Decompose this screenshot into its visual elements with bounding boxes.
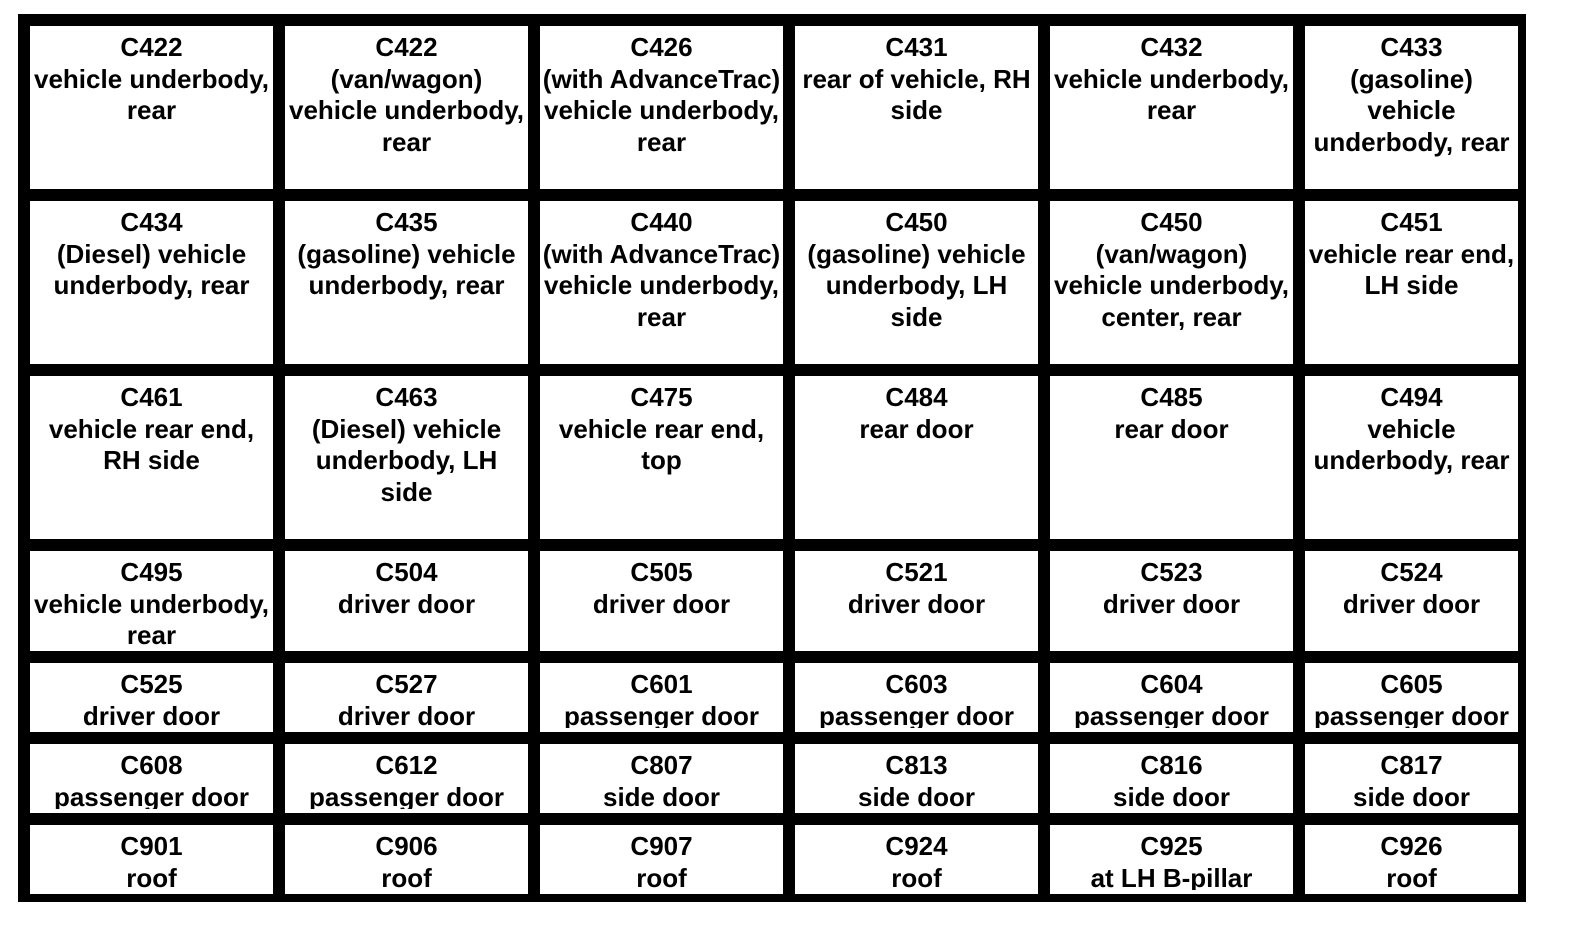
- connector-code: C901: [120, 831, 183, 861]
- connector-location: side door: [602, 781, 720, 812]
- connector-code: C807: [630, 750, 693, 780]
- connector-code: C431: [885, 32, 948, 62]
- connector-grid: [26, 22, 1518, 894]
- connector-location: roof: [636, 862, 687, 893]
- connector-location: driver door: [847, 588, 986, 619]
- connector-location: driver door: [592, 588, 731, 619]
- connector-cell: [281, 372, 532, 543]
- connector-code: C450: [885, 207, 948, 237]
- connector-location: passenger door: [1073, 700, 1270, 731]
- connector-cell: [1301, 740, 1522, 817]
- connector-code: C484: [885, 382, 948, 412]
- connector-location: passenger door: [1313, 700, 1510, 731]
- connector-code: C926: [1380, 831, 1443, 861]
- connector-code: C422: [375, 32, 438, 62]
- connector-location: rear of vehicle, RH side: [802, 63, 1031, 125]
- connector-cell: [281, 22, 532, 193]
- connector-location: vehicle underbody, rear: [33, 63, 269, 125]
- connector-code: C426: [630, 32, 693, 62]
- connector-code: C494: [1380, 382, 1443, 412]
- connector-code: C816: [1140, 750, 1203, 780]
- connector-code: C521: [885, 557, 948, 587]
- connector-code: C813: [885, 750, 948, 780]
- connector-cell: [26, 659, 277, 736]
- connector-location: passenger door: [53, 781, 250, 812]
- connector-code: C463: [375, 382, 438, 412]
- connector-location: side door: [1352, 781, 1470, 812]
- connector-code: C451: [1380, 207, 1443, 237]
- connector-cell: [1301, 197, 1522, 368]
- connector-cell: [791, 659, 1042, 736]
- connector-cell: [1046, 22, 1297, 193]
- connector-cell: [536, 547, 787, 655]
- connector-location: driver door: [1102, 588, 1241, 619]
- connector-location: at LH B-pillar: [1090, 862, 1253, 893]
- connector-cell: [536, 372, 787, 543]
- connector-location: side door: [857, 781, 975, 812]
- connector-location: passenger door: [818, 700, 1015, 731]
- connector-cell: [1301, 821, 1522, 898]
- connector-cell: [536, 659, 787, 736]
- connector-code: C605: [1380, 669, 1443, 699]
- connector-location: driver door: [1342, 588, 1481, 619]
- connector-cell: [791, 821, 1042, 898]
- connector-cell: [26, 740, 277, 817]
- connector-code: C817: [1380, 750, 1443, 780]
- connector-cell: [536, 821, 787, 898]
- connector-cell: [281, 740, 532, 817]
- connector-code: C907: [630, 831, 693, 861]
- connector-code: C612: [375, 750, 438, 780]
- connector-location: vehicle rear end, LH side: [1308, 238, 1515, 300]
- connector-code: C475: [630, 382, 693, 412]
- connector-location: roof: [891, 862, 942, 893]
- connector-cell: [26, 821, 277, 898]
- connector-cell: [281, 821, 532, 898]
- connector-location: roof: [1386, 862, 1437, 893]
- connector-location: (with AdvanceTrac) vehicle underbody, rear: [542, 63, 781, 157]
- connector-cell: [1046, 372, 1297, 543]
- connector-code: C504: [375, 557, 438, 587]
- connector-location: (Diesel) vehicle underbody, rear: [53, 238, 250, 300]
- connector-cell: [791, 372, 1042, 543]
- connector-code: C433: [1380, 32, 1443, 62]
- connector-cell: [26, 547, 277, 655]
- connector-cell: [26, 22, 277, 193]
- connector-location: (van/wagon) vehicle underbody, center, rear: [1053, 238, 1289, 332]
- connector-location: (gasoline) vehicle underbody, LH side: [807, 238, 1026, 332]
- connector-cell: [1046, 659, 1297, 736]
- connector-cell: [791, 22, 1042, 193]
- connector-code: C485: [1140, 382, 1203, 412]
- connector-cell: [1046, 821, 1297, 898]
- connector-cell: [281, 659, 532, 736]
- connector-code: C527: [375, 669, 438, 699]
- connector-cell: [791, 197, 1042, 368]
- connector-code: C924: [885, 831, 948, 861]
- connector-code: C495: [120, 557, 183, 587]
- connector-location: roof: [126, 862, 177, 893]
- connector-location: passenger door: [563, 700, 760, 731]
- connector-code: C434: [120, 207, 183, 237]
- connector-cell: [1301, 547, 1522, 655]
- connector-cell: [536, 197, 787, 368]
- connector-code: C604: [1140, 669, 1203, 699]
- connector-location: driver door: [337, 588, 476, 619]
- connector-cell: [1046, 740, 1297, 817]
- connector-cell: [536, 22, 787, 193]
- connector-code: C461: [120, 382, 183, 412]
- connector-code: C603: [885, 669, 948, 699]
- connector-code: C524: [1380, 557, 1443, 587]
- connector-code: C925: [1140, 831, 1203, 861]
- connector-cell: [26, 197, 277, 368]
- connector-location: roof: [381, 862, 432, 893]
- connector-cell: [791, 547, 1042, 655]
- connector-location: driver door: [82, 700, 221, 731]
- connector-code: C906: [375, 831, 438, 861]
- connector-location: (Diesel) vehicle underbody, LH side: [311, 413, 502, 507]
- connector-location-table: [18, 14, 1526, 902]
- connector-code: C422: [120, 32, 183, 62]
- connector-cell: [536, 740, 787, 817]
- connector-cell: [1301, 22, 1522, 193]
- connector-code: C435: [375, 207, 438, 237]
- connector-code: C608: [120, 750, 183, 780]
- connector-location: passenger door: [308, 781, 505, 812]
- connector-location: vehicle rear end, top: [558, 413, 765, 475]
- connector-location: (gasoline) vehicle underbody, rear: [1313, 63, 1510, 157]
- connector-location: (gasoline) vehicle underbody, rear: [297, 238, 516, 300]
- connector-code: C440: [630, 207, 693, 237]
- connector-cell: [26, 372, 277, 543]
- connector-cell: [1046, 547, 1297, 655]
- connector-location: rear door: [1114, 413, 1229, 444]
- connector-location: driver door: [337, 700, 476, 731]
- connector-code: C525: [120, 669, 183, 699]
- connector-location: (with AdvanceTrac) vehicle underbody, rear: [542, 238, 781, 332]
- connector-cell: [281, 547, 532, 655]
- connector-cell: [1301, 659, 1522, 736]
- connector-cell: [791, 740, 1042, 817]
- connector-code: C523: [1140, 557, 1203, 587]
- connector-location: vehicle rear end, RH side: [48, 413, 255, 475]
- connector-location: vehicle underbody, rear: [33, 588, 269, 650]
- connector-cell: [1046, 197, 1297, 368]
- connector-location: (van/wagon) vehicle underbody, rear: [288, 63, 524, 157]
- connector-location: vehicle underbody, rear: [1313, 413, 1510, 475]
- connector-location: side door: [1112, 781, 1230, 812]
- connector-code: C450: [1140, 207, 1203, 237]
- connector-location: rear door: [859, 413, 974, 444]
- connector-cell: [1301, 372, 1522, 543]
- connector-location: vehicle underbody, rear: [1053, 63, 1289, 125]
- connector-code: C601: [630, 669, 693, 699]
- connector-code: C432: [1140, 32, 1203, 62]
- connector-code: C505: [630, 557, 693, 587]
- connector-cell: [281, 197, 532, 368]
